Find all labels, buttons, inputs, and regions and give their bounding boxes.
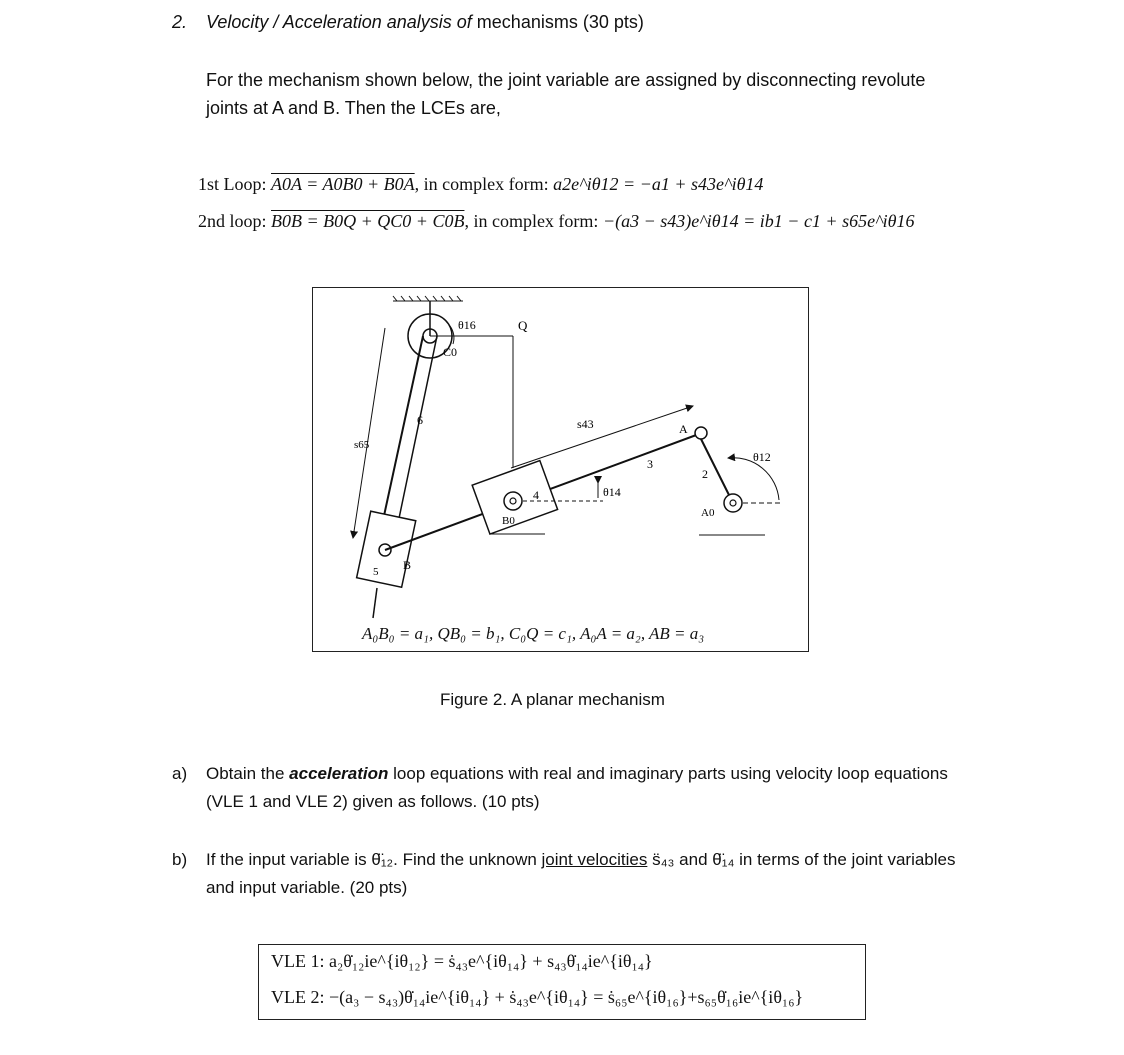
label-link-4: 4 bbox=[533, 488, 539, 502]
joint-a bbox=[695, 427, 707, 439]
part-a-text-post: loop equations with real and imaginary parts using velocity loop equations (VLE 1 and VLE 2) given as follows. (10 pts) bbox=[206, 764, 948, 811]
part-a-text-pre: Obtain the bbox=[206, 764, 290, 783]
a0-pivot bbox=[724, 494, 742, 512]
part-a bbox=[172, 760, 948, 811]
label-q: Q bbox=[518, 318, 528, 333]
label-b0: B0 bbox=[502, 515, 515, 527]
figure-caption: Figure 2. A planar mechanism bbox=[440, 690, 665, 709]
figure-definitions: A₀B₀ = a₁, QB₀ = b₁, C₀Q = c₁, A₀A = a₂, AB = a₃ bbox=[362, 624, 705, 643]
slider-block-4 bbox=[472, 461, 557, 534]
label-link-6: 6 bbox=[417, 413, 423, 427]
mechanism-figure bbox=[312, 287, 809, 652]
loop1-vector: A0A = A0B0 + B0A bbox=[271, 174, 415, 194]
loop2-vector: B0B = B0Q + QC0 + C0B bbox=[271, 211, 465, 231]
part-b-text-post: s̈₄₃ and θ̈₁₄ in terms of the joint variables and input variable. (20 pts) bbox=[206, 850, 956, 897]
vle-1: VLE 1: a₂θ̇₁₂ie^{iθ₁₂} = ṡ₄₃e^{iθ₁₄} + s₄₃θ̇₁₄ie^{iθ₁₄} bbox=[271, 951, 653, 971]
ground-top bbox=[393, 296, 463, 301]
part-b-label: b) bbox=[172, 850, 188, 869]
label-s43: s43 bbox=[577, 417, 594, 431]
label-b: B bbox=[403, 558, 412, 572]
loop2-complex: −(a3 − s43)e^iθ14 = ib1 − c1 + s65e^iθ16 bbox=[602, 211, 915, 231]
question-title-rest: mechanisms (30 pts) bbox=[471, 12, 644, 32]
loop1-label: 1st Loop: bbox=[198, 174, 272, 194]
vle-box bbox=[258, 944, 866, 1020]
vle-2: VLE 2: −(a₃ − s₄₃)θ̇₁₄ie^{iθ₁₄} + ṡ₄₃e^{iθ₁₄} = ṡ₆₅e^{iθ₁₆}+s₆₅θ̇₁₆ie^{iθ₁₆} bbox=[271, 987, 804, 1007]
intro-paragraph: For the mechanism shown below, the joint variable are assigned by disconnecting revolute joints at A and B. Then the LCEs are, bbox=[206, 70, 926, 118]
part-a-text bbox=[206, 760, 966, 816]
part-b-text-underlined: joint velocities bbox=[541, 850, 648, 869]
label-a0: A0 bbox=[701, 507, 715, 519]
label-c0: C0 bbox=[443, 345, 458, 359]
loop1-complex: a2e^iθ12 = −a1 + s43e^iθ14 bbox=[553, 174, 764, 194]
mechanism-diagram bbox=[313, 288, 810, 653]
question-title-italic: Velocity / Acceleration analysis of bbox=[206, 12, 472, 32]
part-b-text bbox=[206, 846, 966, 902]
label-theta14: θ14 bbox=[603, 485, 621, 499]
label-theta12: θ12 bbox=[753, 450, 771, 464]
label-a: A bbox=[679, 422, 688, 436]
question-number: 2. bbox=[172, 12, 188, 32]
label-link-5: 5 bbox=[373, 566, 379, 578]
loop1-complex-label: , in complex form: bbox=[414, 174, 554, 194]
part-b bbox=[172, 846, 956, 897]
label-theta16: θ16 bbox=[458, 318, 476, 332]
label-link-2: 2 bbox=[702, 467, 708, 481]
loop-equation-1 bbox=[198, 174, 763, 195]
loop-equation-2 bbox=[198, 211, 915, 232]
label-s65: s65 bbox=[354, 439, 370, 451]
loop2-label: 2nd loop: bbox=[198, 211, 272, 231]
part-a-text-bold: acceleration bbox=[289, 764, 389, 783]
label-link-3: 3 bbox=[647, 457, 653, 471]
question-title bbox=[172, 12, 644, 33]
part-a-label: a) bbox=[172, 764, 188, 783]
loop2-complex-label: , in complex form: bbox=[464, 211, 603, 231]
part-b-text-pre: If the input variable is θ̈₁₂. Find the unknown bbox=[206, 850, 542, 869]
